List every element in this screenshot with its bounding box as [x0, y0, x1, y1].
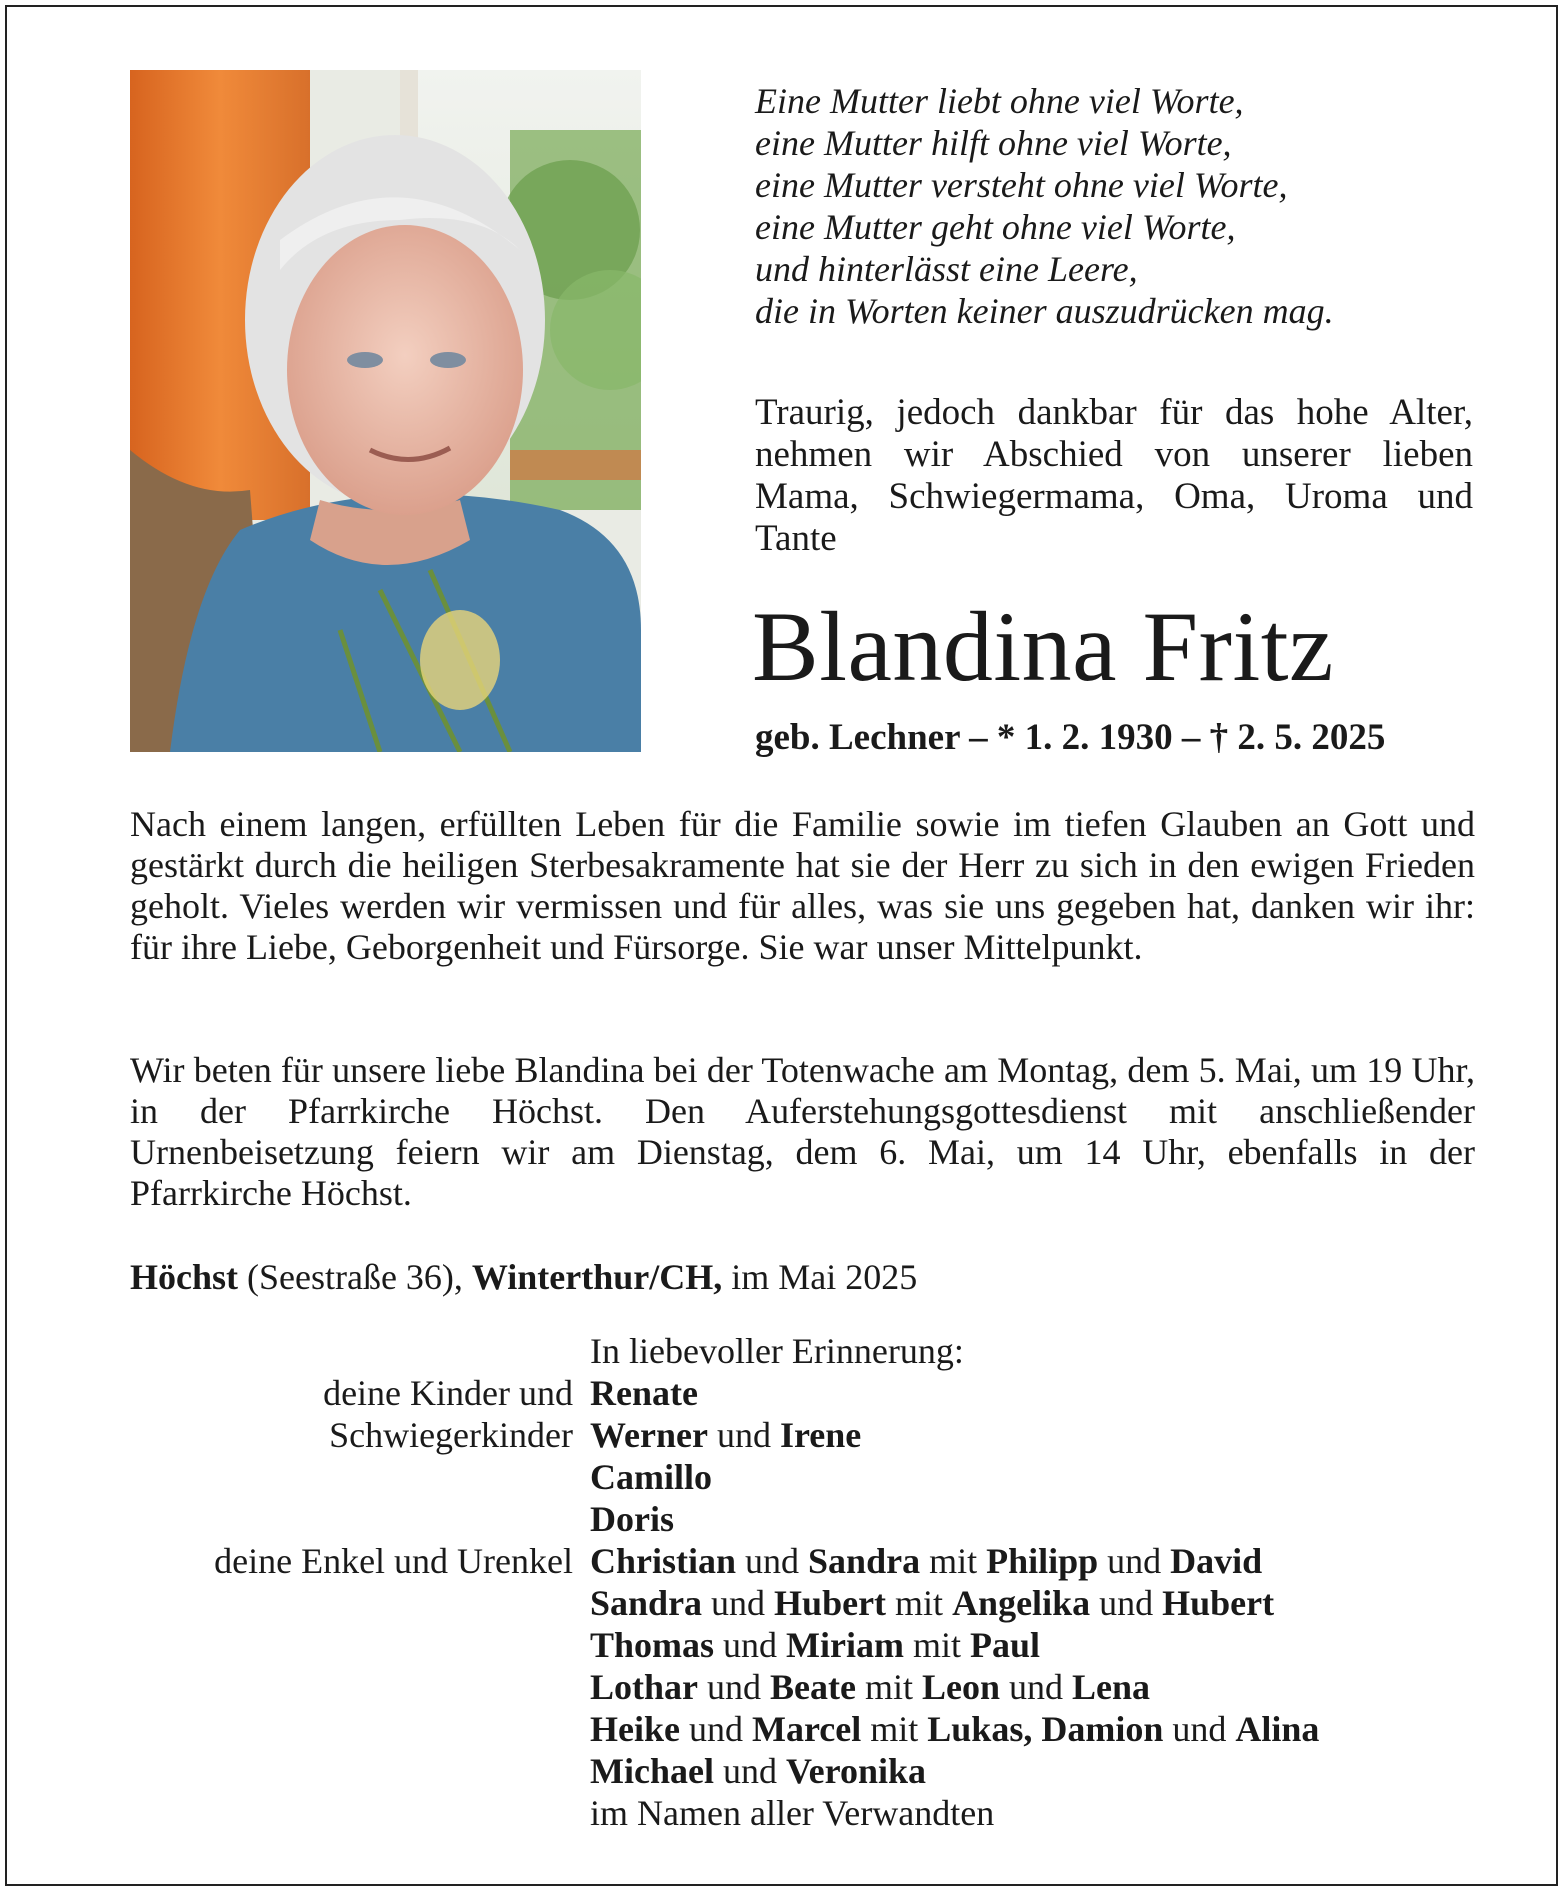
family-member-name: Hubert [774, 1583, 887, 1623]
connector-text: und [707, 1415, 780, 1455]
poem-line: und hinterlässt eine Leere, [755, 249, 1138, 289]
place-town-2: Winterthur/CH, [471, 1257, 723, 1297]
portrait-image [130, 70, 641, 752]
family-row [0, 1498, 1560, 1540]
connector-text: und [1000, 1667, 1072, 1707]
family-row [0, 1582, 1560, 1624]
connector-text: und [713, 1751, 786, 1791]
connector-text: mit [903, 1625, 970, 1665]
place-address: (Seestraße 36), [238, 1257, 472, 1297]
connector-text: im Namen aller Verwandten [590, 1793, 995, 1833]
family-member-name: Philipp [986, 1541, 1099, 1581]
portrait-photo [130, 70, 641, 752]
family-row [0, 1372, 1560, 1414]
family-member-name: Lukas, Damion [927, 1709, 1164, 1749]
connector-text: mit [861, 1709, 928, 1749]
poem-line: eine Mutter versteht ohne viel Worte, [755, 165, 1288, 205]
family-member-name: Michael [590, 1751, 714, 1791]
family-member-name: Lothar [590, 1667, 698, 1707]
poem-line: eine Mutter hilft ohne viel Worte, [755, 123, 1232, 163]
family-list [0, 1372, 1560, 1834]
family-member-name: David [1170, 1541, 1263, 1581]
deceased-name: Blandina Fritz [752, 591, 1334, 702]
connector-text: mit [886, 1583, 953, 1623]
memory-heading-row [0, 1330, 1560, 1372]
connector-text: mit [920, 1541, 987, 1581]
family-member-name: Leon [921, 1667, 1000, 1707]
family-signoff [0, 1330, 1560, 1834]
family-member-name: Lena [1072, 1667, 1151, 1707]
family-row [0, 1540, 1560, 1582]
poem-line: die in Worten keiner auszudrücken mag. [755, 291, 1334, 331]
family-member-name: Sandra [590, 1583, 703, 1623]
family-row [0, 1708, 1560, 1750]
family-member-name: Christian [590, 1541, 737, 1581]
place-town-1: Höchst [130, 1257, 238, 1297]
family-row [0, 1456, 1560, 1498]
family-names [590, 1372, 698, 1414]
family-names [590, 1498, 674, 1540]
place-date-line [130, 1256, 1475, 1298]
place-date: im Mai 2025 [722, 1257, 918, 1297]
family-member-name: Miriam [786, 1625, 904, 1665]
connector-text: und [1163, 1709, 1236, 1749]
birth-death-line: geb. Lechner – * 1. 2. 1930 – † 2. 5. 2025 [755, 717, 1386, 758]
family-member-name: Thomas [590, 1625, 715, 1665]
connector-text: und [1090, 1583, 1163, 1623]
family-names [590, 1582, 1274, 1624]
connector-text: und [736, 1541, 809, 1581]
family-names [590, 1624, 1040, 1666]
connector-text: mit [855, 1667, 922, 1707]
memory-heading: In liebevoller Erinnerung: [590, 1331, 964, 1371]
family-row [0, 1624, 1560, 1666]
family-group-label: deine Kinder und [323, 1373, 573, 1413]
family-member-name: Renate [590, 1373, 698, 1413]
paragraph-life: Nach einem langen, erfüllten Leben für die Familie sowie im tiefen Glauben an Gott und gestärkt durch die heiligen Sterbesakramente hat sie der Herr zu sich in den ewigen Frieden geholt. Vieles werden wir vermissen und für alles, was sie uns gegeben hat, danken wir ihr: für ihre Liebe, Geborgenheit und Fürsorge. Sie war unser Mittelpunkt. [130, 804, 1475, 967]
family-group-label: deine Enkel und Urenkel [214, 1541, 573, 1581]
intro-text: Traurig, jedoch dankbar für das hohe Alter, nehmen wir Abschied von unserer lieben Mama, Schwiegermama, Oma, Uroma und Tante [755, 392, 1473, 559]
family-member-name: Beate [770, 1667, 856, 1707]
family-names [590, 1792, 994, 1834]
connector-text: und [702, 1583, 775, 1623]
family-group-label: Schwiegerkinder [329, 1415, 573, 1455]
poem-line: eine Mutter geht ohne viel Worte, [755, 207, 1236, 247]
paragraph-ceremony: Wir beten für unsere liebe Blandina bei der Totenwache am Montag, dem 5. Mai, um 19 Uhr, in der Pfarrkirche Höchst. Den Auferstehungsgottesdienst mit anschließender Urnenbeisetzung feiern wir am Dienstag, dem 6. Mai, um 14 Uhr, ebenfalls in der Pfarrkirche Höchst. [130, 1050, 1475, 1213]
family-member-name: Angelika [952, 1583, 1091, 1623]
connector-text: und [698, 1667, 770, 1707]
family-row [0, 1414, 1560, 1456]
connector-text: und [679, 1709, 752, 1749]
family-member-name: Alina [1235, 1709, 1320, 1749]
family-names [590, 1708, 1319, 1750]
family-member-name: Paul [970, 1625, 1041, 1665]
connector-text: und [1098, 1541, 1171, 1581]
family-names [590, 1540, 1262, 1582]
family-member-name: Hubert [1162, 1583, 1275, 1623]
family-names [590, 1456, 712, 1498]
family-member-name: Marcel [751, 1709, 862, 1749]
family-names [590, 1414, 861, 1456]
family-member-name: Irene [779, 1415, 862, 1455]
family-row [0, 1750, 1560, 1792]
family-member-name: Camillo [590, 1457, 712, 1497]
family-names [590, 1666, 1150, 1708]
family-member-name: Veronika [785, 1751, 927, 1791]
family-row [0, 1792, 1560, 1834]
family-member-name: Doris [590, 1499, 674, 1539]
poem [755, 80, 1475, 332]
connector-text: und [714, 1625, 787, 1665]
family-names [590, 1750, 926, 1792]
family-member-name: Sandra [808, 1541, 921, 1581]
family-member-name: Heike [590, 1709, 680, 1749]
poem-line: Eine Mutter liebt ohne viel Worte, [755, 81, 1244, 121]
family-row [0, 1666, 1560, 1708]
family-member-name: Werner [590, 1415, 708, 1455]
